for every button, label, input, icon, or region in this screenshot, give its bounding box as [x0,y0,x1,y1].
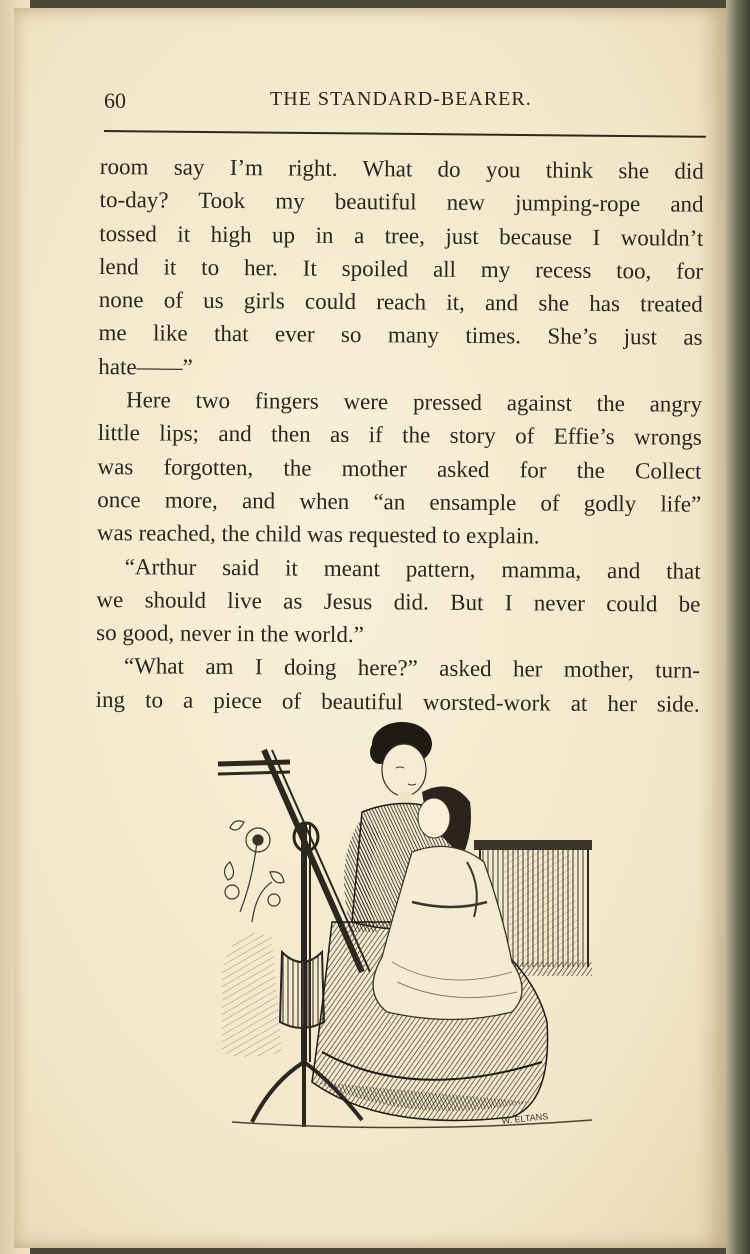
text-line: we should live as Jesus did. But I never could be [96,586,701,617]
text-line: was reached, the child was requested to explain. [96,520,540,549]
paragraph-1 [98,150,704,388]
engraver-signature: W. ELTANS [501,1111,549,1126]
text-line: “What am I doing here?” asked her mother, turn- [123,653,701,684]
engraving-illustration [212,722,597,1132]
text-line: little lips; and then as if the story of Effie’s wrongs [97,420,702,451]
text-line: none of us girls could reach it, and she has treated [98,287,703,317]
text-line: lend it to her. It spoiled all my recess too, for [98,253,704,284]
text-line: was forgotten, the mother asked for the Collect [97,453,702,484]
text-line: ing to a piece of beautiful worsted-work at her side. [95,686,700,717]
page-header [104,88,704,118]
paragraph-2 [97,383,702,554]
text-line: tossed it high up in a tree, just because I wouldn’t [99,220,704,251]
page-number: 60 [104,88,126,113]
paragraph-4 [96,649,701,720]
book-right-edge [726,0,750,1254]
text-line: so good, never in the world.” [96,620,364,648]
page-text [96,150,704,721]
text-line: hate——” [98,353,193,380]
text-line: Here two fingers were pressed against the angry [125,387,703,417]
text-line: “Arthur said it meant pattern, mamma, and that [124,553,701,584]
text-line: room say I’m right. What do you think she did [99,153,704,184]
flower-sprig [224,821,284,922]
text-line: to-day? Took my beautiful new jumping-rope and [99,187,704,218]
text-line: me like that ever so many times. She’s just as [98,320,703,351]
paragraph-3 [96,550,701,655]
running-head: THE STANDARD-BEARER. [270,88,532,110]
text-line: once more, and when “an ensample of godly life” [97,486,702,517]
